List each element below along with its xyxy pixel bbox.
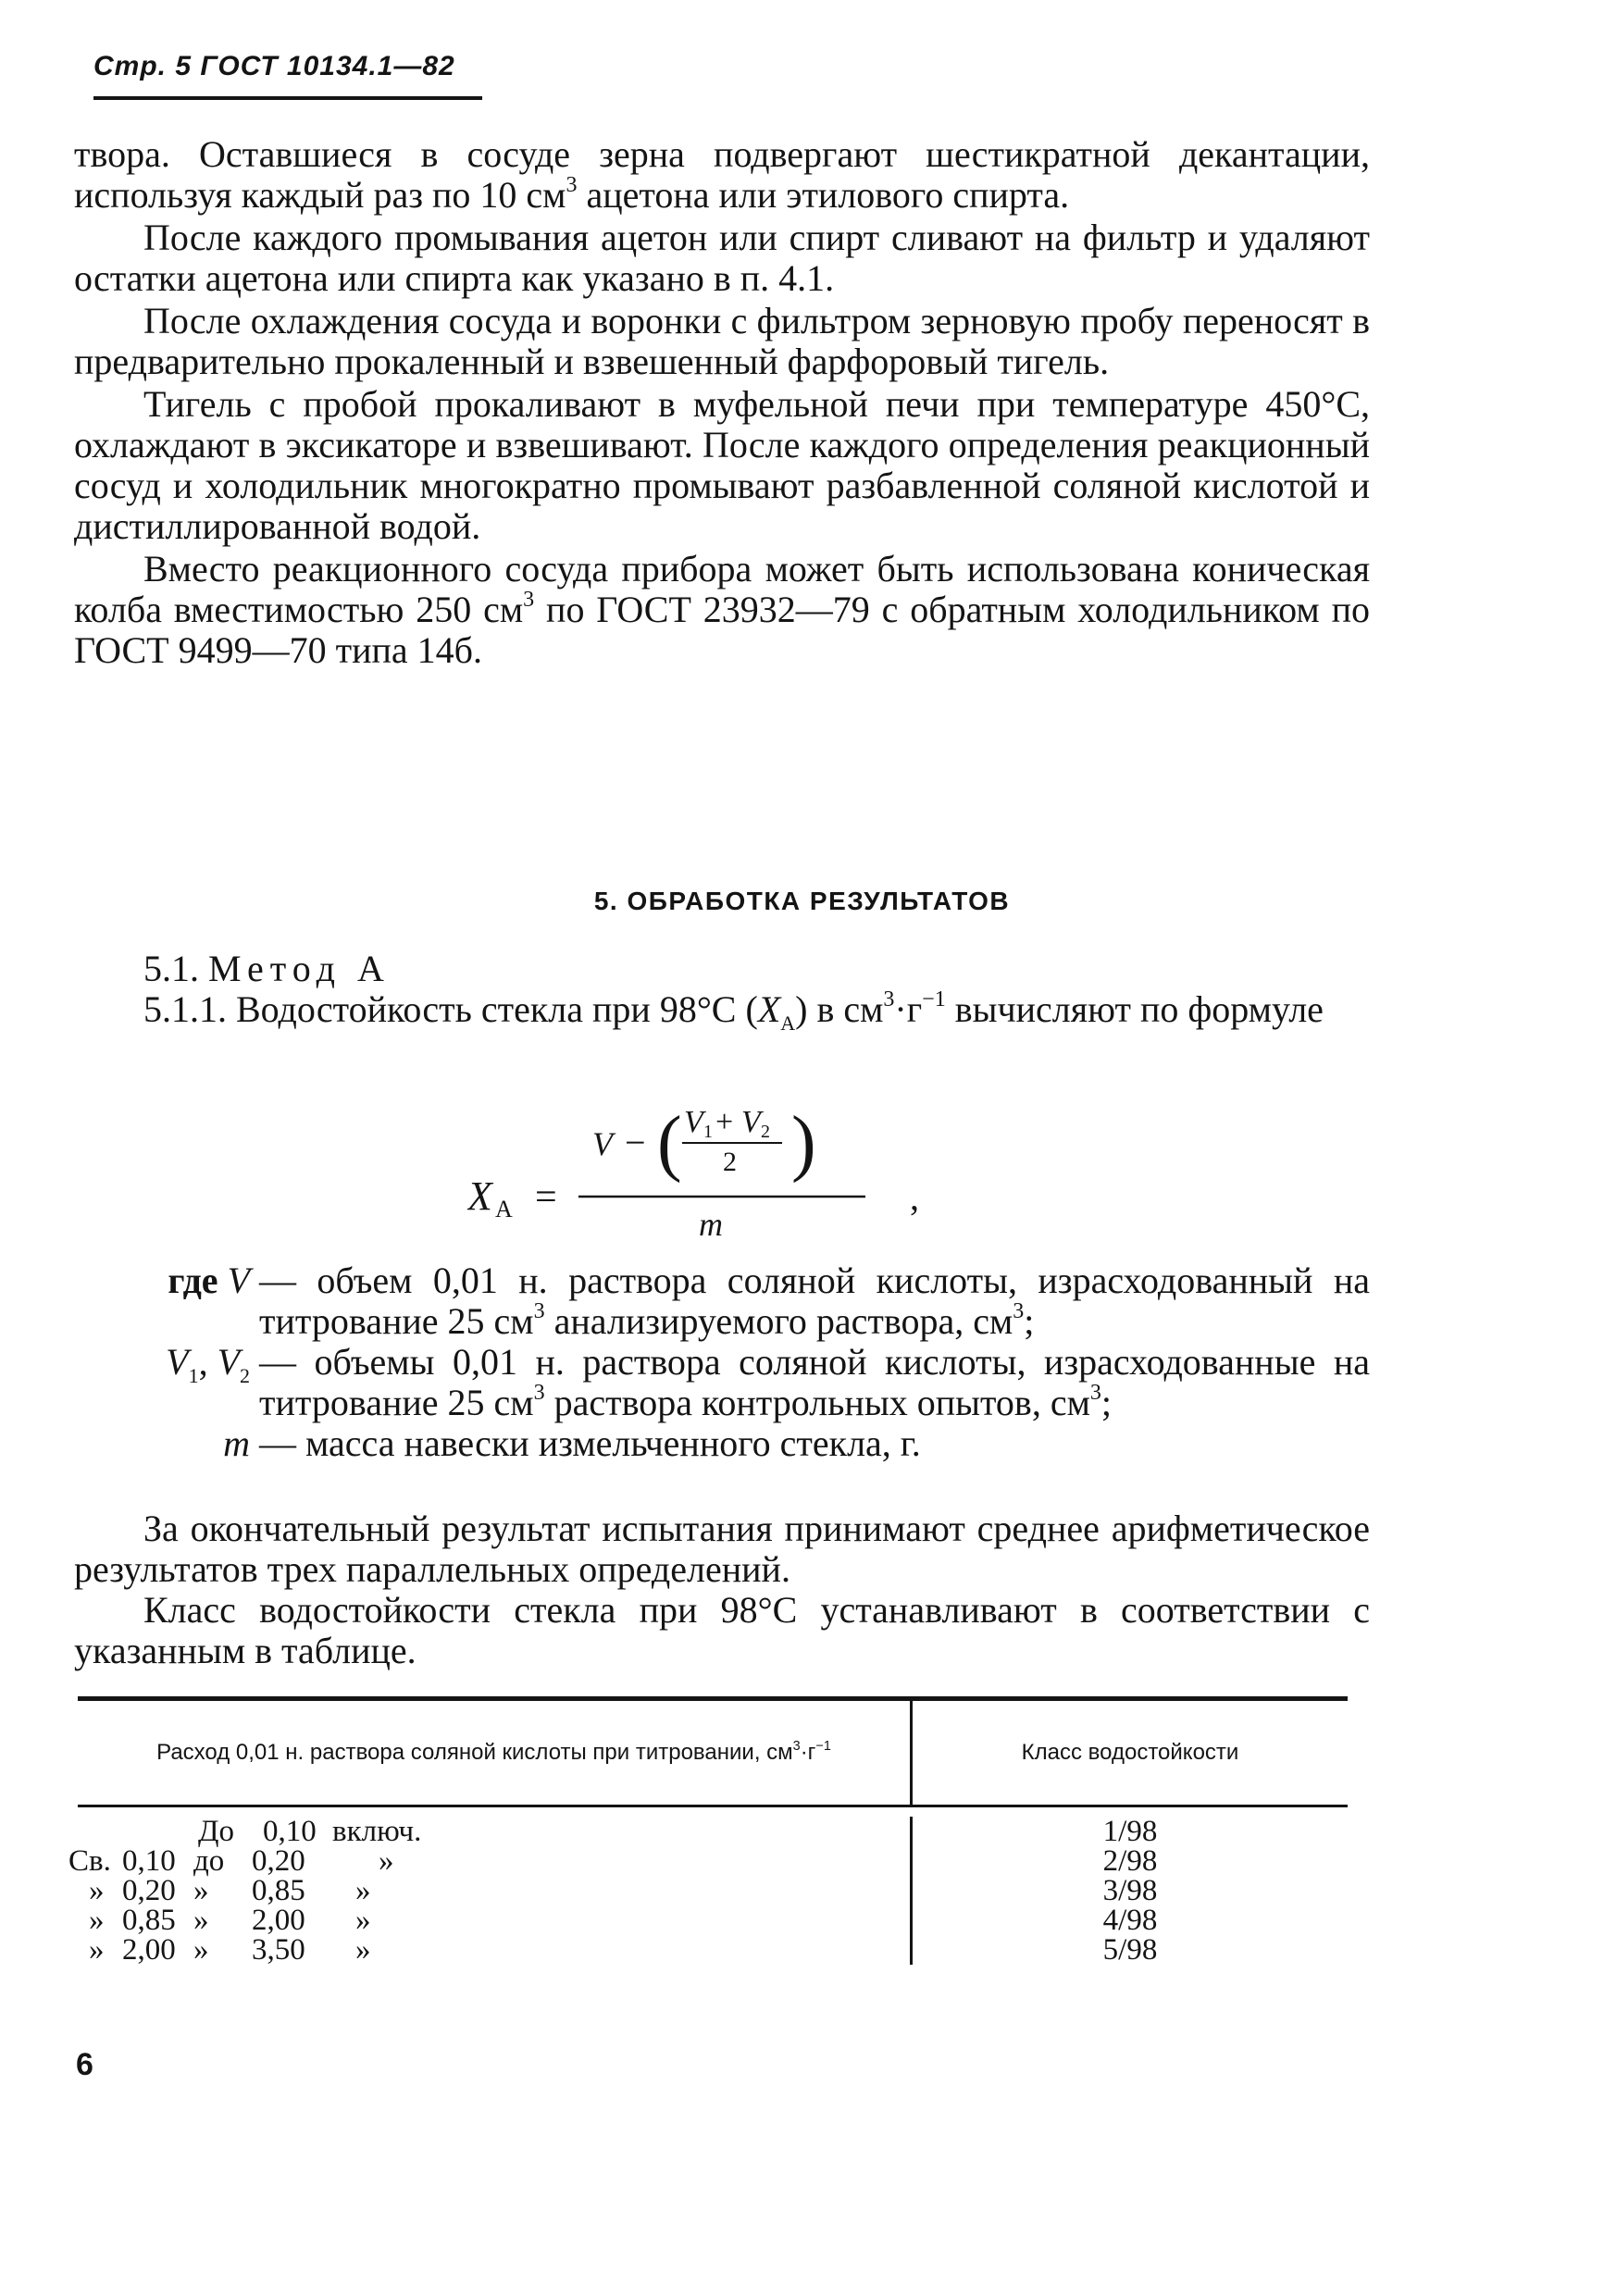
formula xyxy=(467,1097,949,1245)
table-cell-class: 5/98 xyxy=(1102,1933,1158,1967)
paragraph-5-1-1: 5.1.1. Водостойкость стекла при 98°С $(X_А)$ в $см^3\cdot г^{-1}$ вычисляют по формуле xyxy=(143,987,1324,1035)
formula-v1-sub: 1 xyxy=(703,1122,713,1142)
table-col-class xyxy=(913,1817,1348,1965)
table-cell-class: 1/98 xyxy=(1102,1815,1158,1848)
text-block-bottom xyxy=(74,1508,1370,1671)
method-block xyxy=(74,948,1370,1035)
table-row: До 0,10 включ. xyxy=(198,1815,422,1848)
table-col-consumption xyxy=(68,1815,913,1967)
definition-m: m — масса навески измельченного стекла, г. xyxy=(223,1422,921,1464)
section-title: 5. ОБРАБОТКА РЕЗУЛЬТАТОВ xyxy=(593,887,1011,915)
paragraph-4: Тигель с пробой прокаливают в муфельной печи при температуре 450°С, охлаждают в эксикаторе и взвешивают. После каждого определения реакционный сосуд и холодильник многократно промывают разбавленной соляной кислотой и дистиллированной водой. xyxy=(74,383,1370,547)
paren-right: ) xyxy=(791,1102,816,1184)
paragraph-5: Вместо реакционного сосуда прибора может быть использована коническая колба вместимостью 250 $см^3$ по ГОСТ 23932—79 с обратным холодильником по ГОСТ 9499—70 типа 14б. xyxy=(74,548,1370,671)
formula-equals: = xyxy=(535,1176,557,1219)
text-block-top xyxy=(74,134,1370,671)
table-row: » 0,20 » 0,85 » xyxy=(89,1874,371,1907)
table-cell-class: 2/98 xyxy=(1102,1844,1158,1878)
table-row: » 2,00 » 3,50 » xyxy=(89,1933,371,1967)
page-header: Стр. 5 ГОСТ 10134.1—82 xyxy=(93,51,455,81)
method-heading: 5.1. Метод А xyxy=(143,948,391,989)
page-number: 6 xyxy=(76,2047,93,2082)
definition-v1-v2: $V_1$, $V_2$ — объемы 0,01 н. раствора соляной кислоты, израсходованные на титрование 25 $см^3$ раствора контрольных опытов, $см^3$; xyxy=(166,1341,1370,1423)
table-header-class: Класс водостойкости xyxy=(1021,1740,1239,1765)
table-row: » 0,85 » 2,00 » xyxy=(89,1904,371,1937)
formula-svg xyxy=(467,1097,949,1245)
paragraph-2: После каждого промывания ацетон или спирт сливают на фильтр и удаляют остатки ацетона или спирта как указано в п. 4.1. xyxy=(74,217,1370,299)
formula-m: m xyxy=(699,1206,723,1243)
table-row: Св. 0,10 до 0,20 » xyxy=(68,1844,394,1878)
table-header xyxy=(78,1701,1348,1805)
water-resistance-table xyxy=(68,1696,1348,1967)
header-rule xyxy=(93,96,482,100)
table-cell-class: 3/98 xyxy=(1102,1874,1158,1907)
definitions xyxy=(74,1260,1370,1464)
formula-plus: + xyxy=(715,1105,734,1139)
formula-v2-sub: 2 xyxy=(761,1122,770,1142)
paren-left: ( xyxy=(657,1102,682,1184)
formula-lhs: X xyxy=(467,1173,492,1219)
paragraph-7: Класс водостойкости стекла при 98°С устанавливают в соответствии с указанным в таблице. xyxy=(74,1589,1370,1671)
paragraph-1: твора. Оставшиеся в сосуде зерна подвергают шестикратной декантации, используя каждый раз по 10 $см^3$ ацетона или этилового спирта. xyxy=(74,133,1370,216)
formula-minus: − xyxy=(625,1122,646,1163)
definition-v: где V — объем 0,01 н. раствора соляной кислоты, израсходованный на титрование 25 $см^3$ анализируемого раствора, $см^3$; xyxy=(168,1260,1370,1342)
table-cell-class: 4/98 xyxy=(1102,1904,1158,1937)
formula-two: 2 xyxy=(723,1147,737,1177)
table-body xyxy=(68,1807,1348,1967)
formula-comma: , xyxy=(910,1176,919,1218)
paragraph-6: За окончательный результат испытания принимают среднее арифметическое результатов трех параллельных определений. xyxy=(74,1508,1370,1590)
formula-v: V xyxy=(592,1125,613,1162)
formula-v2: V xyxy=(741,1105,761,1139)
paragraph-3: После охлаждения сосуда и воронки с фильтром зерновую пробу переносят в предварительно прокаленный и взвешенный фарфоровый тигель. xyxy=(74,300,1370,382)
formula-v1: V xyxy=(684,1105,703,1139)
table-header-consumption: Расход 0,01 н. раствора соляной кислоты при титровании, $см^3\cdot г^{-1}$ xyxy=(78,1701,913,1805)
formula-lhs-sub: А xyxy=(495,1196,513,1222)
